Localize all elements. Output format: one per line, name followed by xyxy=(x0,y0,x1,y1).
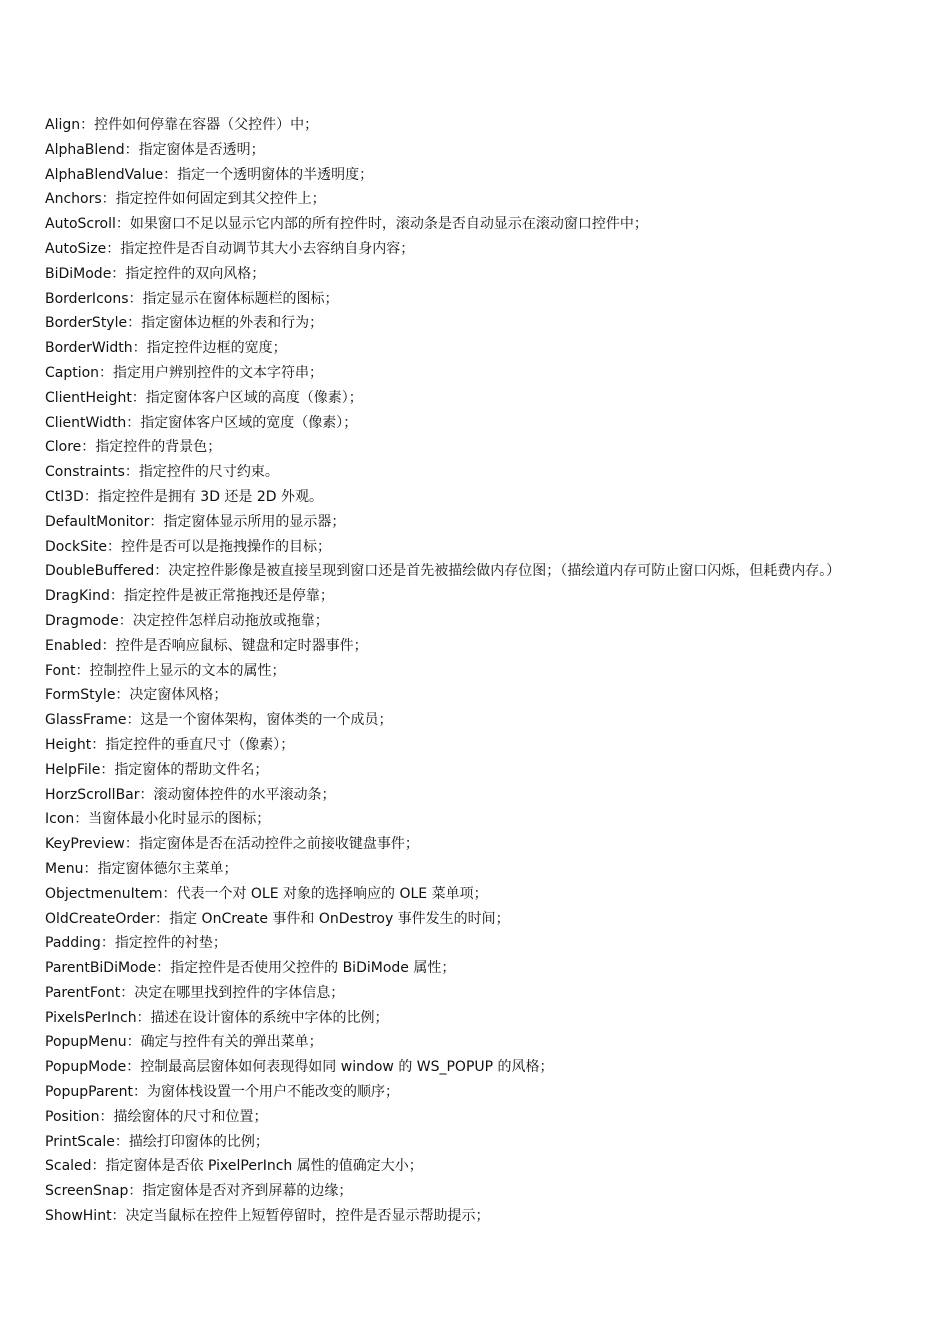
property-entry: Enabled：控件是否响应鼠标、键盘和定时器事件； xyxy=(45,637,368,654)
property-entry: Anchors：指定控件如何固定到其父控件上； xyxy=(45,191,326,208)
property-entry: HorzScrollBar：滚动窗体控件的水平滚动条； xyxy=(45,786,336,803)
property-entry: PopupMenu：确定与控件有关的弹出菜单； xyxy=(45,1034,323,1051)
property-entry: Scaled：指定窗体是否依 PixelPerInch 属性的值确定大小； xyxy=(45,1158,423,1175)
property-entry: ShowHint：决定当鼠标在控件上短暂停留时，控件是否显示帮助提示； xyxy=(45,1208,490,1225)
property-entry: AlphaBlend：指定窗体是否透明； xyxy=(45,141,265,158)
property-entry: PrintScale：描绘打印窗体的比例； xyxy=(45,1133,269,1150)
property-entry: ParentFont：决定在哪里找到控件的字体信息； xyxy=(45,984,345,1001)
property-entry: FormStyle：决定窗体风格； xyxy=(45,687,228,704)
property-entry: Height：指定控件的垂直尺寸（像素）； xyxy=(45,736,295,753)
property-entry: Padding：指定控件的衬垫； xyxy=(45,935,227,952)
property-entry: ObjectmenuItem：代表一个对 OLE 对象的选择响应的 OLE 菜单项； xyxy=(45,885,488,902)
property-entry: AutoSize：指定控件是否自动调节其大小去容纳自身内容； xyxy=(45,240,415,257)
property-entry: Align：控件如何停靠在容器（父控件）中； xyxy=(45,117,319,133)
property-entry: DoubleBuffered：决定控件影像是被直接呈现到窗口还是首先被描绘做内存位图；（描绘道内存可防止窗口闪烁，但耗费内存。） xyxy=(45,563,841,580)
property-entry: AutoScroll：如果窗口不足以显示它内部的所有控件时，滚动条是否自动显示在滚动窗口控件中； xyxy=(45,216,648,233)
property-entry: Caption：指定用户辨别控件的文本字符串； xyxy=(45,364,324,381)
document-page xyxy=(45,113,913,1229)
property-entry: OldCreateOrder：指定 OnCreate 事件和 OnDestroy 事件发生的时间； xyxy=(45,910,510,927)
property-entry: ClientHeight：指定窗体客户区域的高度（像素）； xyxy=(45,389,363,406)
property-entry: Font：控制控件上显示的文本的属性； xyxy=(45,662,286,679)
property-entry: BorderIcons：指定显示在窗体标题栏的图标； xyxy=(45,290,339,307)
property-entry: AlphaBlendValue：指定一个透明窗体的半透明度； xyxy=(45,166,374,183)
property-entry: HelpFile：指定窗体的帮助文件名； xyxy=(45,761,269,778)
property-entry: Constraints：指定控件的尺寸约束。 xyxy=(45,464,279,481)
property-entry: DefaultMonitor：指定窗体显示所用的显示器； xyxy=(45,513,346,530)
property-entry: KeyPreview：指定窗体是否在活动控件之前接收键盘事件； xyxy=(45,836,419,853)
property-entry: Menu：指定窗体德尔主菜单； xyxy=(45,860,238,877)
property-entry: PopupMode：控制最高层窗体如何表现得如同 window 的 WS_POPUP 的风格； xyxy=(45,1059,554,1076)
property-entry: PixelsPerInch：描述在设计窗体的系统中字体的比例； xyxy=(45,1009,389,1026)
property-entry: PopupParent：为窗体栈设置一个用户不能改变的顺序； xyxy=(45,1084,399,1101)
property-entry: ParentBiDiMode：指定控件是否使用父控件的 BiDiMode 属性； xyxy=(45,960,456,977)
property-entry: BiDiMode：指定控件的双向风格； xyxy=(45,265,266,282)
property-entry: Clore：指定控件的背景色； xyxy=(45,439,222,456)
property-entry: Dragmode：决定控件怎样启动拖放或拖靠； xyxy=(45,612,329,629)
property-entry: ScreenSnap：指定窗体是否对齐到屏幕的边缘； xyxy=(45,1183,353,1200)
property-entry: Icon：当窗体最小化时显示的图标； xyxy=(45,811,271,828)
property-entry: BorderWidth：指定控件边框的宽度； xyxy=(45,340,287,357)
property-entry: Ctl3D：指定控件是拥有 3D 还是 2D 外观。 xyxy=(45,488,324,505)
property-entry: ClientWidth：指定窗体客户区域的宽度（像素）； xyxy=(45,414,358,431)
property-entry: Position：描绘窗体的尺寸和位置； xyxy=(45,1108,268,1125)
property-entry: BorderStyle：指定窗体边框的外表和行为； xyxy=(45,315,324,332)
property-entry: DragKind：指定控件是被正常拖拽还是停靠； xyxy=(45,588,334,605)
property-entry: DockSite：控件是否可以是拖拽操作的目标； xyxy=(45,538,332,555)
property-entry: GlassFrame：这是一个窗体架构，窗体类的一个成员； xyxy=(45,712,393,729)
